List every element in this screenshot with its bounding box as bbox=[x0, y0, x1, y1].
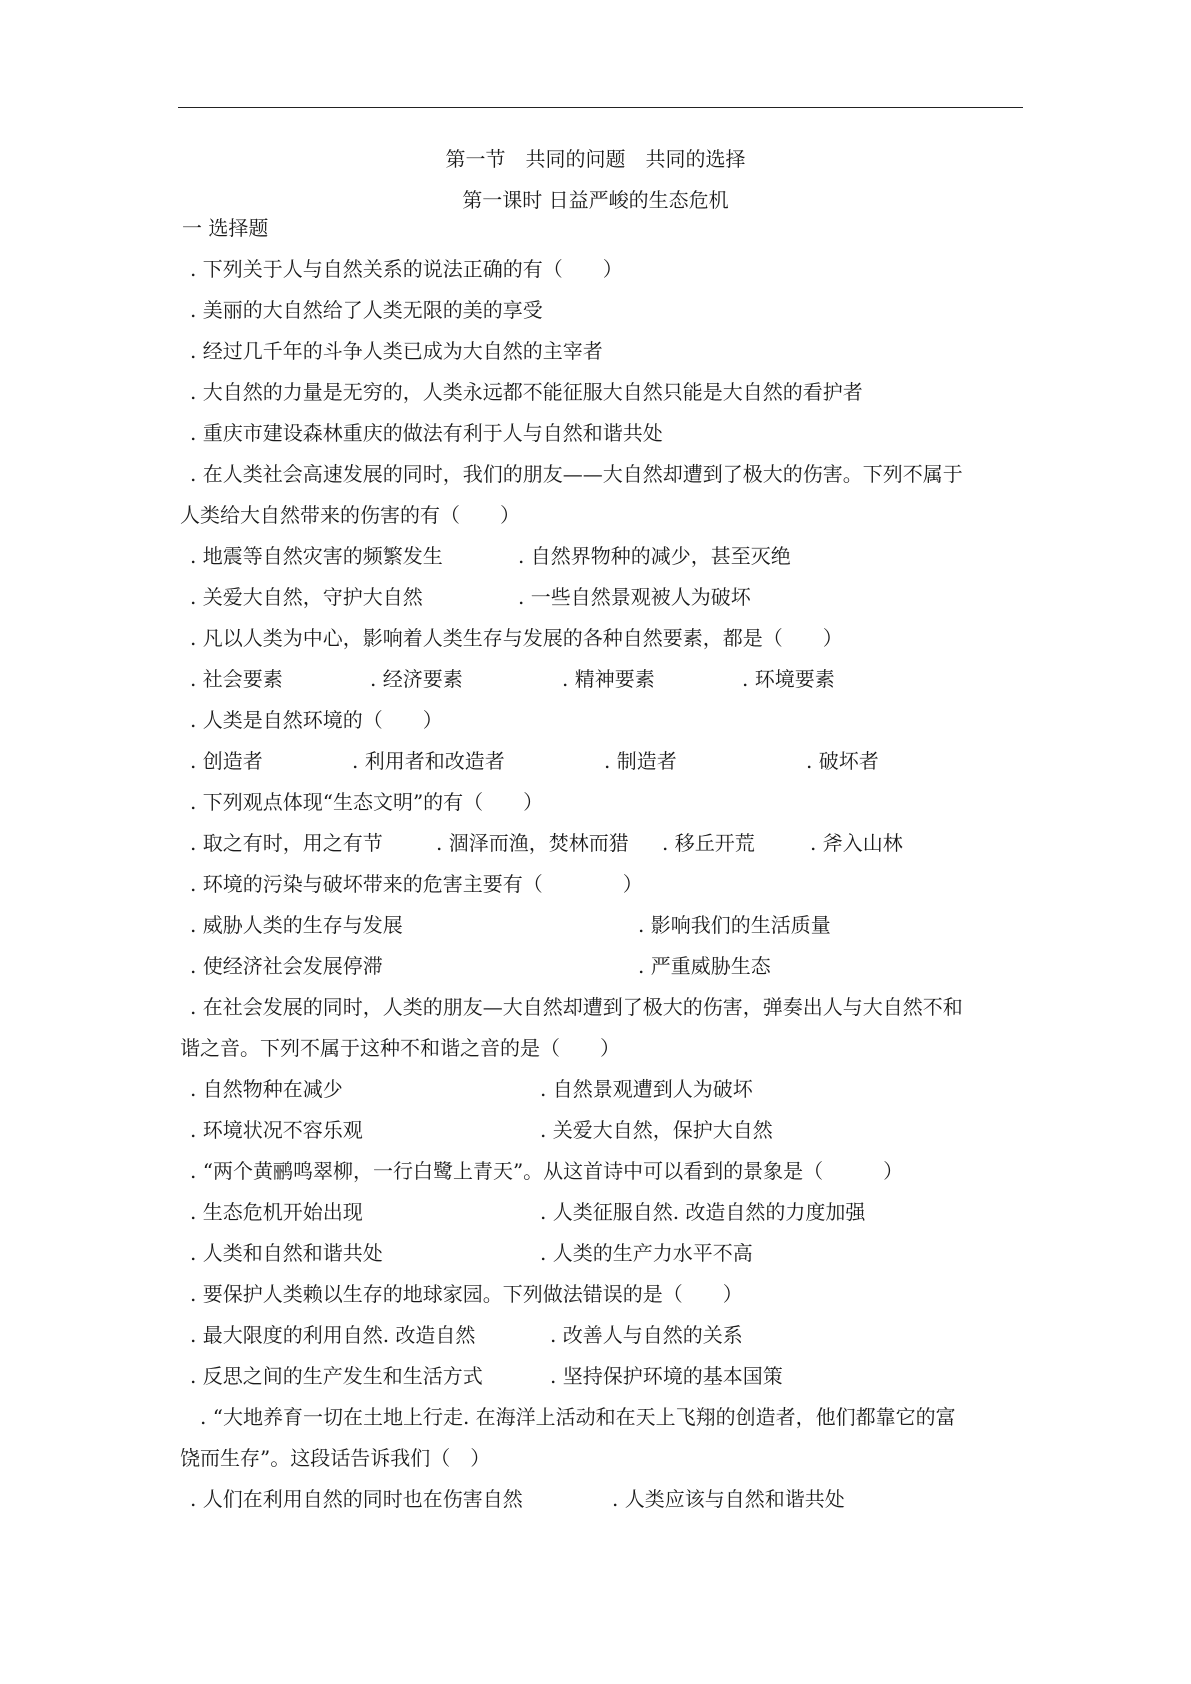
text-line: . 人类应该与自然和谐共处 bbox=[612, 1487, 845, 1511]
text-line: . 一些自然景观被人为破坏 bbox=[518, 585, 751, 609]
text-line: . 人们在利用自然的同时也在伤害自然 bbox=[190, 1487, 523, 1511]
text-line: . 人类是自然环境的（ ） bbox=[190, 708, 443, 732]
text-line: . 威胁人类的生存与发展 bbox=[190, 913, 403, 937]
text-line: . 社会要素 bbox=[190, 667, 283, 691]
text-line: . 地震等自然灾害的频繁发生 bbox=[190, 544, 443, 568]
text-line: . 斧入山林 bbox=[810, 831, 903, 855]
text-line: . 经过几千年的斗争人类已成为大自然的主宰者 bbox=[190, 339, 603, 363]
text-line: 谐之音。下列不属于这种不和谐之音的是（ ） bbox=[180, 1036, 620, 1060]
text-line: . 创造者 bbox=[190, 749, 263, 773]
text-line: . 人类和自然和谐共处 bbox=[190, 1241, 383, 1265]
text-line: . “两个黄鹂鸣翠柳，一行白鹭上青天”。从这首诗中可以看到的景象是（ ） bbox=[190, 1159, 904, 1183]
text-line: . 取之有时，用之有节 bbox=[190, 831, 383, 855]
text-line: . 自然界物种的减少，甚至灭绝 bbox=[518, 544, 791, 568]
text-line: . 关爱大自然，守护大自然 bbox=[190, 585, 423, 609]
text-line: . 坚持保护环境的基本国策 bbox=[550, 1364, 783, 1388]
text-line: . 最大限度的利用自然. 改造自然 bbox=[190, 1323, 476, 1347]
text-line: . 凡以人类为中心，影响着人类生存与发展的各种自然要素，都是（ ） bbox=[190, 626, 843, 650]
text-line: . 重庆市建设森林重庆的做法有利于人与自然和谐共处 bbox=[190, 421, 663, 445]
text-line: . 反思之间的生产发生和生活方式 bbox=[190, 1364, 483, 1388]
text-line: . 改善人与自然的关系 bbox=[550, 1323, 743, 1347]
text-line: . 经济要素 bbox=[370, 667, 463, 691]
text-line: . 生态危机开始出现 bbox=[190, 1200, 363, 1224]
text-line: . “大地养育一切在土地上行走. 在海洋上活动和在天上飞翔的创造者，他们都靠它的富 bbox=[200, 1405, 956, 1429]
text-line: . 使经济社会发展停滞 bbox=[190, 954, 383, 978]
text-line: . 环境状况不容乐观 bbox=[190, 1118, 363, 1142]
text-line: . 要保护人类赖以生存的地球家园。下列做法错误的是（ ） bbox=[190, 1282, 743, 1306]
text-line: . 自然物种在减少 bbox=[190, 1077, 343, 1101]
text-line: 饶而生存”。这段话告诉我们（ ） bbox=[180, 1446, 491, 1470]
text-line: . 环境要素 bbox=[742, 667, 835, 691]
text-line: . 影响我们的生活质量 bbox=[638, 913, 831, 937]
text-line: . 大自然的力量是无穷的，人类永远都不能征服大自然只能是大自然的看护者 bbox=[190, 380, 863, 404]
text-line: 人类给大自然带来的伤害的有（ ） bbox=[180, 503, 520, 527]
text-line: . 美丽的大自然给了人类无限的美的享受 bbox=[190, 298, 543, 322]
text-line: . 下列观点体现“生态文明”的有（ ） bbox=[190, 790, 544, 814]
text-line: . 关爱大自然，保护大自然 bbox=[540, 1118, 773, 1142]
text-line: . 人类征服自然. 改造自然的力度加强 bbox=[540, 1200, 866, 1224]
text-line: . 制造者 bbox=[604, 749, 677, 773]
text-line: . 在人类社会高速发展的同时，我们的朋友——大自然却遭到了极大的伤害。下列不属于 bbox=[190, 462, 963, 486]
text-line: . 严重威胁生态 bbox=[638, 954, 771, 978]
text-line: . 下列关于人与自然关系的说法正确的有（ ） bbox=[190, 257, 623, 281]
text-line: 一 选择题 bbox=[182, 216, 269, 240]
text-line: . 人类的生产力水平不高 bbox=[540, 1241, 753, 1265]
text-line: . 涸泽而渔，焚林而猎 bbox=[436, 831, 629, 855]
text-line: . 利用者和改造者 bbox=[352, 749, 505, 773]
text-line: . 自然景观遭到人为破坏 bbox=[540, 1077, 753, 1101]
text-line: . 移丘开荒 bbox=[662, 831, 755, 855]
lesson-title: 第一课时 日益严峻的生态危机 bbox=[462, 188, 729, 212]
header-rule bbox=[178, 107, 1023, 108]
text-line: . 在社会发展的同时，人类的朋友—大自然却遭到了极大的伤害，弹奏出人与大自然不和 bbox=[190, 995, 963, 1019]
text-line: . 破坏者 bbox=[806, 749, 879, 773]
text-line: . 环境的污染与破坏带来的危害主要有（ ） bbox=[190, 872, 643, 896]
section-title: 第一节 共同的问题 共同的选择 bbox=[445, 147, 746, 171]
text-line: . 精神要素 bbox=[562, 667, 655, 691]
